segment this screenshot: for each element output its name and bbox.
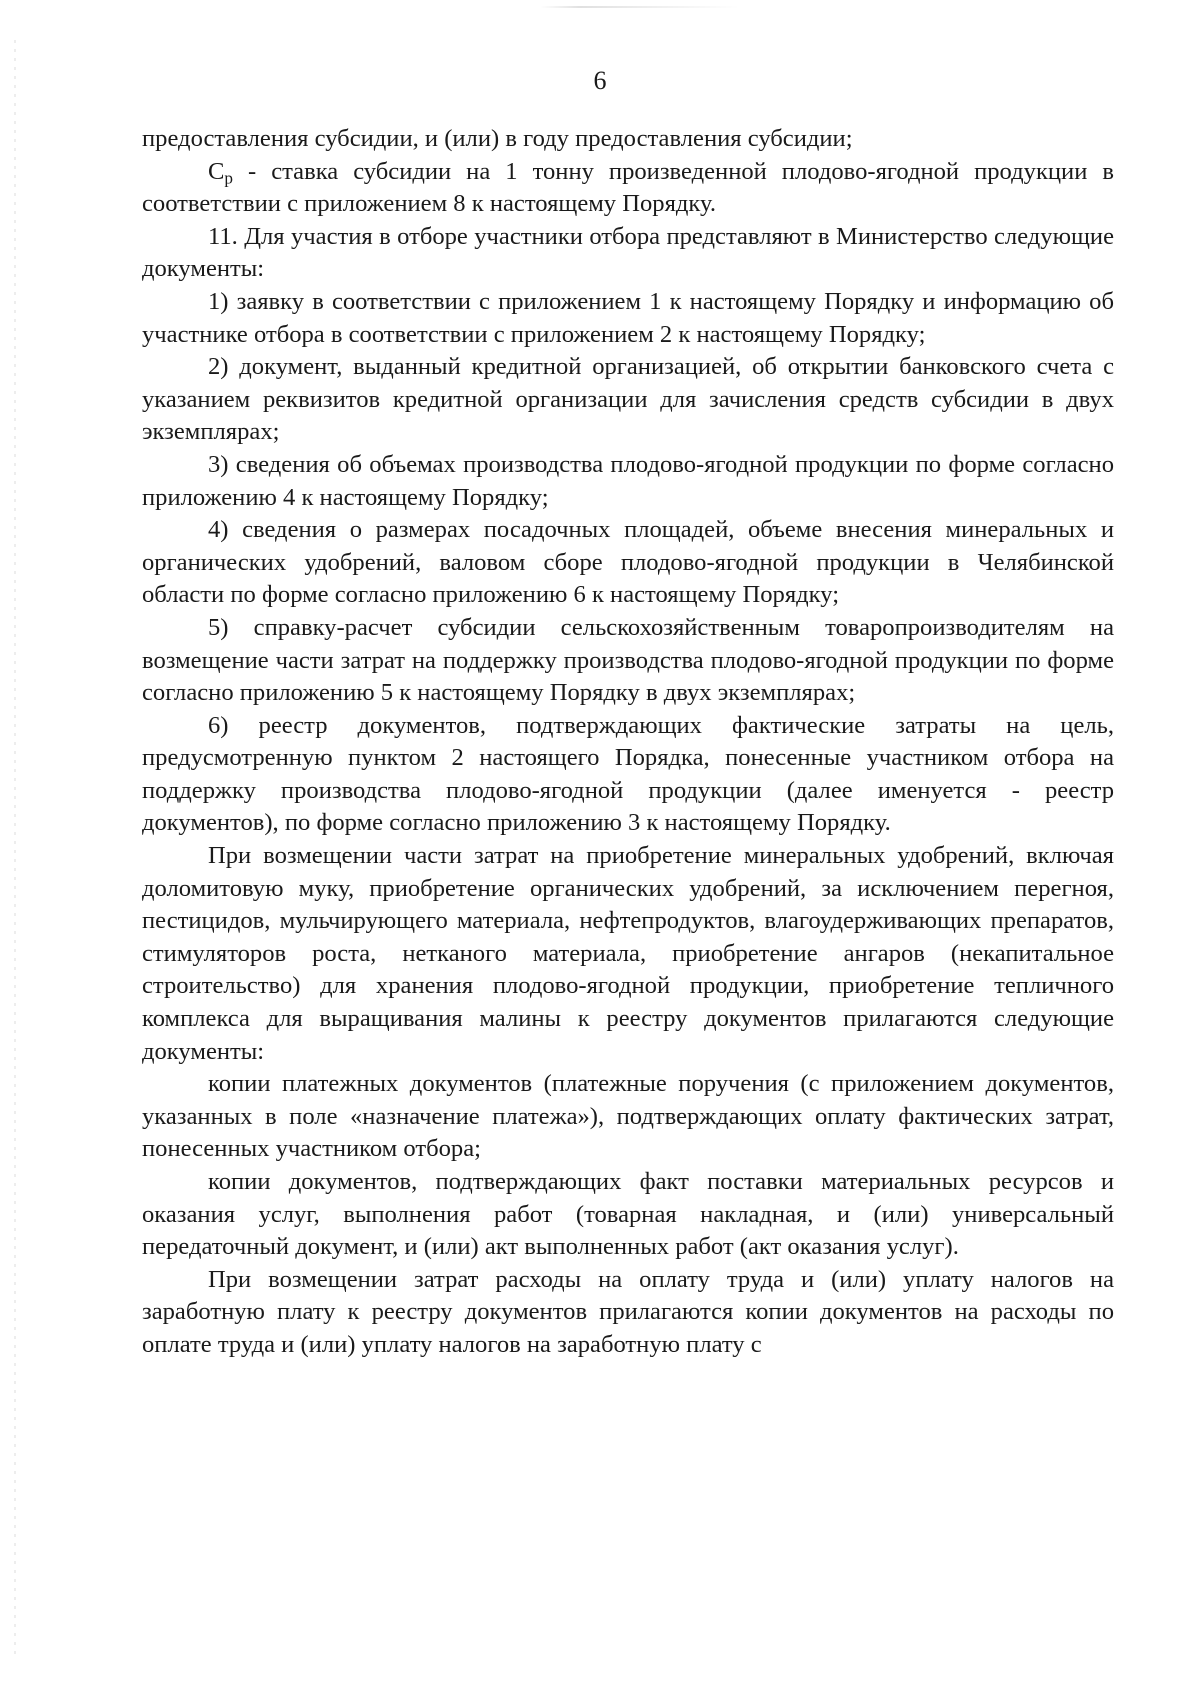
list-item-3: 3) сведения об объемах производства плодово-ягодной продукции по форме согласно приложению 4 к настоящему Порядку; <box>142 450 1114 511</box>
paragraph-continuation: предоставления субсидии, и (или) в году предоставления субсидии; <box>142 125 853 152</box>
paragraph-item-11: 11. Для участия в отборе участники отбора представляют в Министерство следующие документы: <box>142 222 1114 283</box>
paragraph-delivery-copies: копии документов, подтверждающих факт поставки материальных ресурсов и оказания услуг, выполнения работ (товарная накладная, и (или) универсальный передаточный документ, и (или) акт выполненных работ (акт оказания услуг). <box>142 1168 1114 1261</box>
paragraph-payment-copies: копии платежных документов (платежные поручения (с приложением документов, указанных в поле «назначение платежа»), подтверждающих оплату фактических затрат, понесенных участником отбора; <box>142 1070 1114 1163</box>
list-item-6: 6) реестр документов, подтверждающих фактические затраты на цель, предусмотренную пунктом 2 настоящего Порядка, понесенные участником отбора на поддержку производства плодово-ягодной продукции (далее именуется - реестр документов), по форме согласно приложению 3 к настоящему Порядку. <box>142 711 1114 837</box>
paragraph-fertilizer-costs: При возмещении части затрат на приобретение минеральных удобрений, включая доломитовую муку, приобретение органических удобрений, за исключением перегноя, пестицидов, мульчирующего материала, нефтепродуктов, влагоудерживающих препаратов, стимуляторов роста, нетканого материала, приобретение ангаров (некапитальное строительство) для хранения плодово-ягодной продукции, приобретение тепличного комплекса для выращивания малины к реестру документов прилагаются следующие документы: <box>142 842 1114 1065</box>
list-item-5: 5) справку-расчет субсидии сельскохозяйственным товаропроизводителям на возмещение части затрат на поддержку производства плодово-ягодной продукции по форме согласно приложению 5 к настоящему Порядку в двух экземплярах; <box>142 613 1114 707</box>
paragraph-rate-definition <box>142 156 1114 221</box>
paragraph-labor-costs: При возмещении затрат расходы на оплату труда и (или) уплату налогов на заработную плату к реестру документов прилагаются копии документов на расходы по оплате труда и (или) уплату налогов на заработную плату с <box>142 1265 1114 1358</box>
scan-artifact-left <box>14 40 16 1660</box>
page-number: 6 <box>593 66 607 95</box>
rate-symbol: С <box>208 157 225 185</box>
list-item-2: 2) документ, выданный кредитной организацией, об открытии банковского счета с указанием реквизитов кредитной организации для зачисления средств субсидии в двух экземплярах; <box>142 353 1114 446</box>
rate-symbol-subscript: р <box>224 167 234 187</box>
scan-artifact-top <box>540 6 740 8</box>
document-body <box>142 123 1114 1362</box>
list-item-4: 4) сведения о размерах посадочных площадей, объеме внесения минеральных и органических удобрений, валовом сборе плодово-ягодной продукции в Челябинской области по форме согласно приложению 6 к настоящему Порядку; <box>142 516 1114 609</box>
list-item-1: 1) заявку в соответствии с приложением 1 к настоящему Порядку и информацию об участнике отбора в соответствии с приложением 2 к настоящему Порядку; <box>142 287 1114 348</box>
rate-definition-text: - ставка субсидии на 1 тонну произведенной плодово-ягодной продукции в соответствии с приложением 8 к настоящему Порядку. <box>142 157 1114 218</box>
